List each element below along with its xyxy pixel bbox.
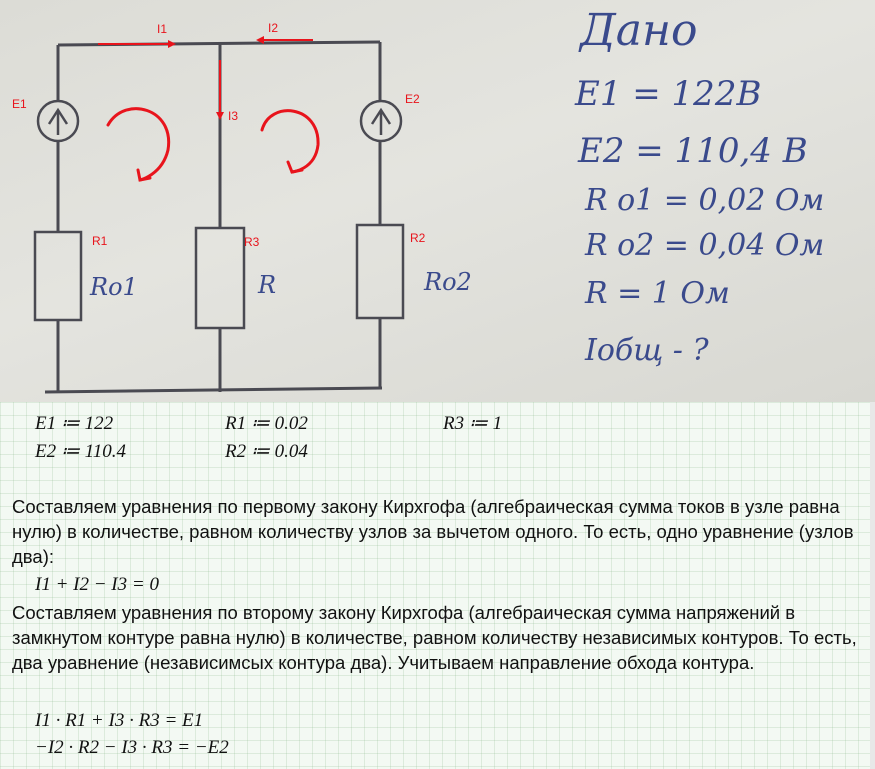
resistor-r2 [357,225,403,318]
given-find: Iобщ - ? [585,333,709,368]
def-e2[interactable]: E2 ≔ 110.4 [35,441,126,462]
label-e1: E1 [12,97,27,111]
label-r1: R1 [92,234,108,248]
def-r2[interactable]: R2 ≔ 0.04 [225,441,308,462]
given-e2: E2 = 110,4 B [578,131,808,171]
circuit-wires [45,42,382,392]
resistor-r3 [196,228,244,328]
label-r2: R2 [410,231,426,245]
current-i1-arrow [98,40,176,48]
source-e2-icon [361,101,401,141]
text-kirchhoff-first[interactable]: Составляем уравнения по первому закону Кирхгофа (алгебраическая сумма токов в узле равна нулю) в количестве, равном количеству узлов за вычетом одного. То есть, одно уравнение (узлов два): [12,496,854,567]
hand-label-r01: Ro1 [90,273,138,301]
text-kirchhoff-second[interactable]: Составляем уравнения по второму закону Кирхгофа (алгебраическая сумма напряжений в замкнутом контуре равна нулю) в количестве, равном количеству независимых контуров. То есть, два уравнение (независимсых контура два). Учитываем направление обхода контура. [12,602,857,673]
given-e1: E1 = 122B [575,74,762,114]
def-r1[interactable]: R1 ≔ 0.02 [225,413,308,434]
resistor-r1 [35,232,81,320]
given-r: R = 1 Ом [585,276,730,311]
label-i1: I1 [157,22,168,36]
def-r3[interactable]: R3 ≔ 1 [443,413,503,434]
given-r01: R o1 = 0,02 Ом [585,183,825,218]
label-e2: E2 [405,92,420,106]
eq-loop-1[interactable]: I1 · R1 + I3 · R3 = E1 [35,710,204,731]
loop-direction-right-icon [262,111,318,172]
eq-loop-2[interactable]: −I2 · R2 − I3 · R3 = −E2 [35,737,229,758]
label-i3: I3 [228,109,239,123]
label-i2: I2 [268,21,279,35]
given-title: Дано [580,5,698,56]
worksheet [0,402,870,769]
scrollbar[interactable] [870,402,875,769]
given-r02: R o2 = 0,04 Ом [585,228,825,263]
hand-label-r: R [258,271,277,299]
hand-label-r02: Ro2 [424,268,472,296]
def-e1[interactable]: E1 ≔ 122 [35,413,114,434]
current-i3-arrow [216,60,224,120]
eq-first-law[interactable]: I1 + I2 − I3 = 0 [35,574,159,595]
loop-direction-left-icon [108,109,169,180]
source-e1-icon [38,101,78,141]
label-r3: R3 [244,235,260,249]
